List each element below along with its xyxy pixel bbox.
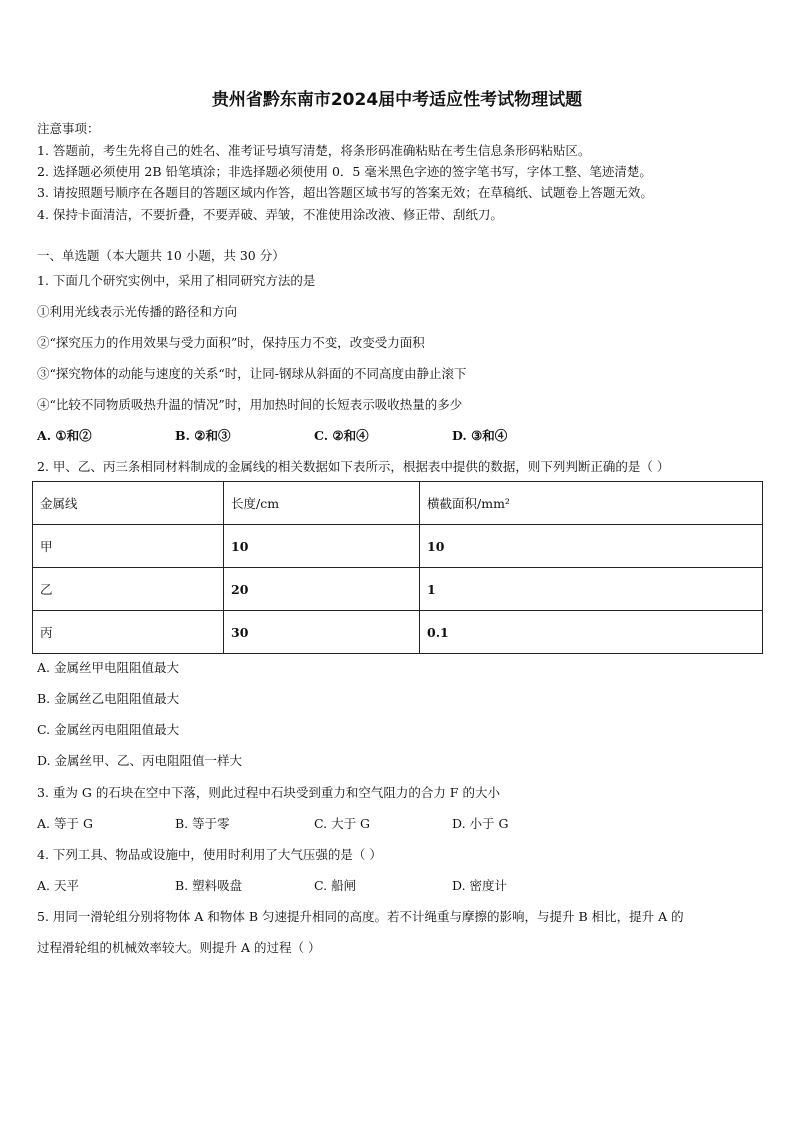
metal-wire-table — [32, 481, 763, 654]
option-d: D. 密度计 — [452, 878, 508, 893]
option-a: A. 等于 G — [37, 816, 93, 831]
table-row — [33, 611, 763, 654]
question-1-item: ③“探究物体的动能与速度的关系“时，让同-钢球从斜面的不同高度由静止滚下 — [37, 366, 467, 381]
table-cell: 甲 — [33, 525, 224, 568]
notice-item: 3. 请按照题号顺序在各题目的答题区域内作答，超出答题区域书写的答案无效；在草稿纸、试题卷上答题无效。 — [37, 185, 653, 200]
question-4-stem: 4. 下列工具、物品或设施中，使用时利用了大气压强的是（ ） — [37, 847, 382, 862]
option-d: D. ③和④ — [452, 428, 508, 443]
option-c: C. 船闸 — [314, 878, 357, 893]
question-2-option: D. 金属丝甲、乙、丙电阻阻值一样大 — [37, 753, 243, 768]
question-2-stem: 2. 甲、乙、丙三条相同材料制成的金属线的相关数据如下表所示，根据表中提供的数据，则下列判断正确的是（ ） — [37, 459, 670, 474]
question-3-stem: 3. 重为 G 的石块在空中下落，则此过程中石块受到重力和空气阻力的合力 F 的大小 — [37, 785, 500, 800]
question-5-stem-continued: 过程滑轮组的机械效率较大。则提升 A 的过程（ ） — [37, 940, 321, 955]
table-cell: 10 — [224, 525, 420, 568]
question-1-item: ②“探究压力的作用效果与受力面积”时，保持压力不变，改变受力面积 — [37, 335, 425, 350]
table-header-cell: 横截面积/mm² — [420, 482, 763, 525]
question-2-option: B. 金属丝乙电阻阻值最大 — [37, 691, 180, 706]
table-cell: 10 — [420, 525, 763, 568]
table-row — [33, 525, 763, 568]
table-header-cell: 金属线 — [33, 482, 224, 525]
option-c: C. 大于 G — [314, 816, 371, 831]
question-2-option: A. 金属丝甲电阻阻值最大 — [37, 660, 179, 675]
table-header-row — [33, 482, 763, 525]
question-1-item: ④“比较不同物质吸热升温的情况”时，用加热时间的长短表示吸收热量的多少 — [37, 397, 463, 412]
option-b: B. 塑料吸盘 — [175, 878, 243, 893]
option-a: A. 天平 — [37, 878, 79, 893]
option-b: B. ②和③ — [175, 428, 231, 443]
table-cell: 乙 — [33, 568, 224, 611]
notice-heading: 注意事项： — [37, 121, 100, 136]
question-2-option: C. 金属丝丙电阻阻值最大 — [37, 722, 180, 737]
question-1-stem: 1. 下面几个研究实例中，采用了相同研究方法的是 — [37, 273, 316, 288]
table-row — [33, 568, 763, 611]
section-heading: 一、单选题（本大题共 10 小题，共 30 分） — [37, 248, 285, 263]
table-cell: 丙 — [33, 611, 224, 654]
notice-item: 4. 保持卡面清洁，不要折叠，不要弄破、弄皱，不准使用涂改液、修正带、刮纸刀。 — [37, 207, 503, 222]
option-a: A. ①和② — [37, 428, 92, 443]
question-5-stem: 5. 用同一滑轮组分别将物体 A 和物体 B 匀速提升相同的高度。若不计绳重与摩擦的影响，与提升 B 相比，提升 A 的 — [37, 909, 684, 924]
notice-item: 1. 答题前，考生先将自己的姓名、准考证号填写清楚，将条形码准确粘贴在考生信息条形码粘贴区。 — [37, 143, 591, 158]
notice-item: 2. 选择题必须使用 2B 铅笔填涂；非选择题必须使用 0．5 毫米黑色字迹的签字笔书写，字体工整、笔迹清楚。 — [37, 164, 652, 179]
question-1-item: ①利用光线表示光传播的路径和方向 — [37, 304, 238, 319]
table-header-cell: 长度/cm — [224, 482, 420, 525]
table-cell: 0.1 — [420, 611, 763, 654]
option-b: B. 等于零 — [175, 816, 230, 831]
page-title: 贵州省黔东南市2024届中考适应性考试物理试题 — [211, 90, 583, 110]
table-cell: 1 — [420, 568, 763, 611]
option-d: D. 小于 G — [452, 816, 509, 831]
table-cell: 30 — [224, 611, 420, 654]
table-cell: 20 — [224, 568, 420, 611]
option-c: C. ②和④ — [314, 428, 369, 443]
